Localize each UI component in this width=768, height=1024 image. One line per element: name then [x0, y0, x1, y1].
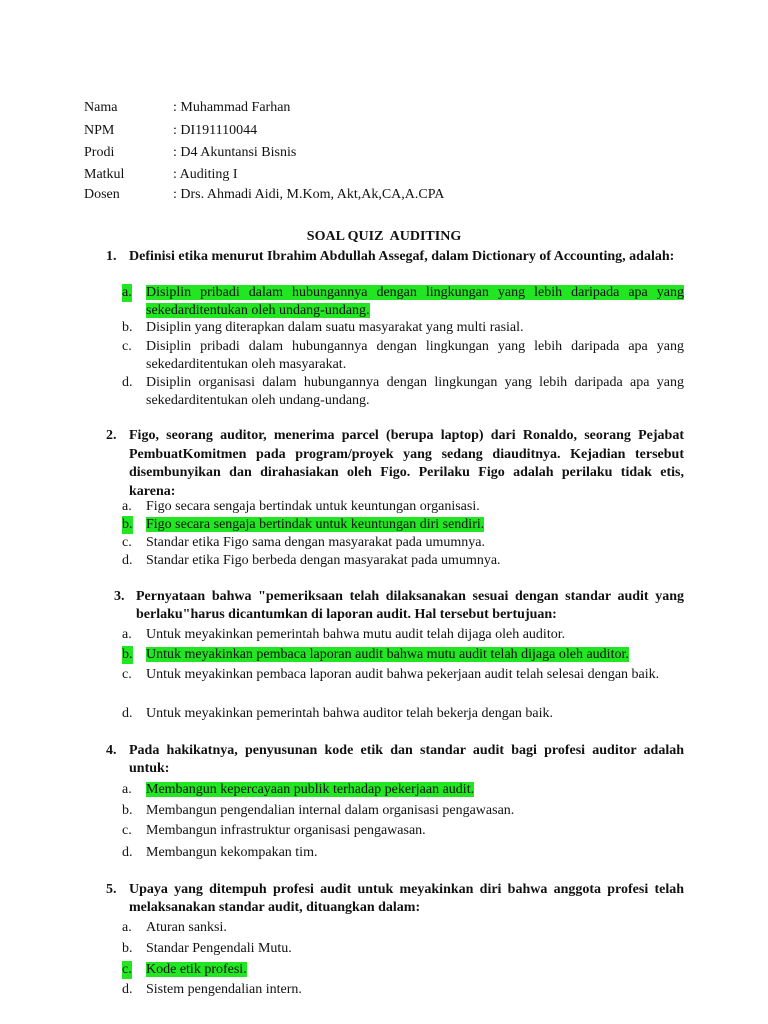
option-item [122, 498, 684, 516]
option-text: Aturan sanksi. [146, 920, 227, 935]
info-label: Matkul [84, 167, 125, 182]
info-row-npm [84, 122, 704, 140]
question-text: Definisi etika menurut Ibrahim Abdullah Assegaf, dalam Dictionary of Accounting, adalah: [129, 249, 675, 264]
option-letter: d. [122, 706, 133, 721]
info-value: : Muhammad Farhan [173, 100, 291, 115]
question-number: 1. [106, 249, 117, 264]
option-item [122, 626, 684, 644]
option-item [122, 534, 684, 552]
question-number: 3. [114, 589, 125, 604]
option-letter: a. [122, 782, 132, 797]
option-letter: b. [122, 647, 133, 662]
info-value: : DI191110044 [173, 123, 258, 138]
info-row-prodi [84, 144, 704, 162]
option-text: Standar Pengendali Mutu. [146, 941, 292, 956]
option-letter: b. [122, 941, 133, 956]
question-number: 4. [106, 743, 117, 758]
option-text-highlighted [146, 284, 684, 320]
option-item [122, 781, 684, 799]
info-label: Dosen [84, 187, 120, 202]
option-letter: d. [122, 845, 133, 860]
option-text: Membangun pengendalian internal dalam organisasi pengawasan. [146, 803, 515, 818]
option-highlight: Kode etik profesi. [146, 962, 247, 977]
option-item [122, 516, 684, 534]
info-value: : Auditing I [173, 167, 238, 182]
option-text: Untuk meyakinkan pemerintah bahwa mutu audit telah dijaga oleh auditor. [146, 627, 566, 642]
option-letter: c. [122, 667, 132, 682]
question-text: Figo, seorang auditor, menerima parcel (berupa laptop) dari Ronaldo, seorang Pejabat PembuatKomitmen pada program/proyek yang sedang diauditnya. Kejadian tersebut disembunyikan dan dirahasiakan oleh Figo. Perilaku Figo adalah perilaku tidak etis, karena: [129, 428, 684, 499]
option-text: Untuk meyakinkan pembaca laporan audit bahwa pekerjaan audit telah selesai dengan baik. [146, 667, 660, 682]
info-label: NPM [84, 123, 115, 138]
question-text: Pernyataan bahwa "pemeriksaan telah dilaksanakan sesuai dengan standar audit yang berlaku"harus dicantumkan di laporan audit. Hal tersebut bertujuan: [136, 589, 684, 622]
option-text: Disiplin yang diterapkan dalam suatu masyarakat yang multi rasial. [146, 320, 524, 335]
option-text: Standar etika Figo sama dengan masyarakat pada umumnya. [146, 535, 486, 550]
option-letter: c. [122, 535, 132, 550]
option-text-highlighted [146, 516, 684, 534]
page-title: SOAL QUIZ AUDITING [306, 229, 462, 244]
option-item [122, 338, 684, 372]
info-value: : D4 Akuntansi Bisnis [173, 145, 297, 160]
info-row-nama [84, 99, 704, 117]
option-text: Figo secara sengaja bertindak untuk keuntungan organisasi. [146, 499, 480, 514]
option-item [122, 284, 684, 318]
option-text: Standar etika Figo berbeda dengan masyarakat pada umumnya. [146, 553, 501, 568]
option-item [122, 844, 684, 862]
option-item [122, 822, 684, 840]
option-letter: d. [122, 553, 133, 568]
option-highlight: Figo secara sengaja bertindak untuk keuntungan diri sendiri. [146, 517, 485, 532]
option-text-highlighted [146, 781, 684, 799]
option-letter: d. [122, 375, 133, 390]
option-highlight: Disiplin pribadi dalam hubungannya dengan lingkungan yang lebih daripada apa yang sekedarditentukan oleh undang-undang. [146, 285, 684, 318]
option-text-highlighted [146, 646, 684, 664]
question-text: Pada hakikatnya, penyusunan kode etik dan standar audit bagi profesi auditor adalah untuk: [129, 743, 684, 776]
option-highlight: Untuk meyakinkan pembaca laporan audit bahwa mutu audit telah dijaga oleh auditor. [146, 647, 629, 662]
option-letter: c. [122, 339, 132, 354]
option-letter: c. [122, 962, 132, 977]
option-item [122, 552, 684, 570]
question-number: 2. [106, 428, 117, 443]
option-highlight: Membangun kepercayaan publik terhadap pekerjaan audit. [146, 782, 475, 797]
option-item [122, 374, 684, 408]
info-label: Prodi [84, 145, 115, 160]
option-item [122, 319, 684, 337]
info-value: : Drs. Ahmadi Aidi, M.Kom, Akt,Ak,CA,A.CPA [173, 187, 445, 202]
option-letter: d. [122, 982, 133, 997]
info-label: Nama [84, 100, 118, 115]
option-letter: b. [122, 803, 133, 818]
option-text: Membangun kekompakan tim. [146, 845, 318, 860]
option-text: Disiplin organisasi dalam hubungannya dengan lingkungan yang lebih daripada apa yang sekedarditentukan oleh undang-undang. [146, 375, 684, 408]
option-item [122, 961, 684, 979]
option-letter: b. [122, 320, 133, 335]
option-text-highlighted [146, 961, 684, 979]
option-text: Disiplin pribadi dalam hubungannya dengan lingkungan yang lebih daripada apa yang sekedarditentukan oleh masyarakat. [146, 339, 684, 372]
question-number: 5. [106, 882, 117, 897]
info-row-matkul [84, 166, 704, 184]
option-item [122, 646, 684, 664]
option-item [122, 919, 684, 937]
option-text: Membangun infrastruktur organisasi pengawasan. [146, 823, 426, 838]
option-item [122, 802, 684, 820]
option-text: Sistem pengendalian intern. [146, 982, 302, 997]
option-text: Untuk meyakinkan pemerintah bahwa auditor telah bekerja dengan baik. [146, 706, 554, 721]
option-item [122, 666, 684, 684]
option-letter: a. [122, 499, 132, 514]
option-item [122, 981, 684, 999]
option-letter: a. [122, 285, 132, 300]
option-item [122, 940, 684, 958]
option-letter: c. [122, 823, 132, 838]
option-letter: a. [122, 627, 132, 642]
info-row-dosen [84, 186, 704, 204]
option-letter: a. [122, 920, 132, 935]
question-text: Upaya yang ditempuh profesi audit untuk meyakinkan diri bahwa anggota profesi telah melaksanakan standar audit, dituangkan dalam: [129, 882, 684, 915]
option-letter: b. [122, 517, 133, 532]
option-item [122, 705, 684, 723]
